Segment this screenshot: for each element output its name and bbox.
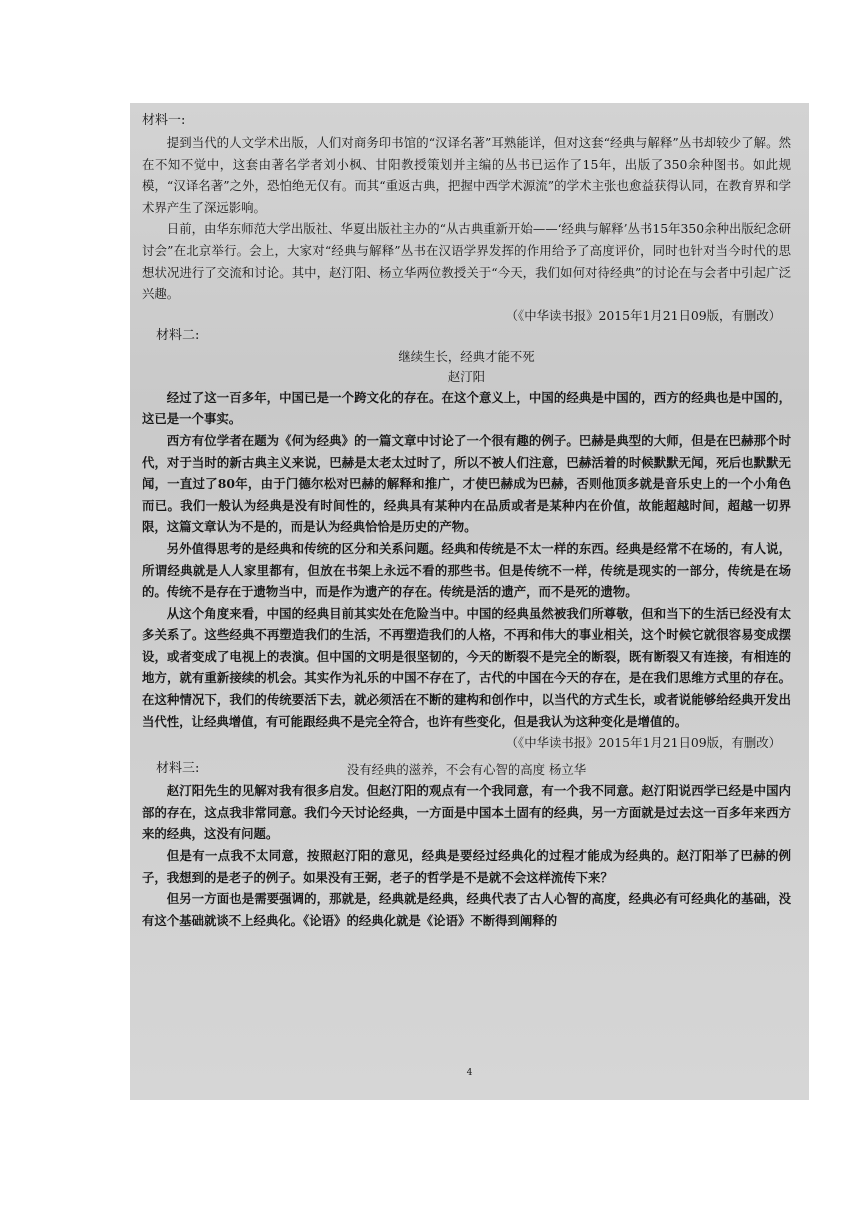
- material-2-source: （《中华读书报》2015年1月21日09版，有删改）: [505, 735, 781, 751]
- material-2-paragraph: 另外值得思考的是经典和传统的区分和关系问题。经典和传统是不太一样的东西。经典是经常不在场的，有人说，所谓经典就是人人家里都有，但放在书架上永远不看的那些书。但是传统不一样，传统是现实的一部分，传统是在场的。传统不是存在于遗物当中，而是作为遗产的存在。传统是活的遗产，而不是死的遗物。: [142, 540, 791, 600]
- material-2-paragraph: 从这个角度来看，中国的经典目前其实处在危险当中。中国的经典虽然被我们所尊敬，但和当下的生活已经没有太多关系了。这些经典不再塑造我们的生活，不再塑造我们的人格，不再和伟大的事业相关，这个时候它就很容易变成摆设，或者变成了电视上的表演。但中国的文明是很坚韧的，今天的断裂不是完全的断裂，既有断裂又有连接，有相连的地方，就有重新接续的机会。其实作为礼乐的中国不存在了，古代的中国在今天的存在，是在我们思维方式里的存在。在这种情况下，我们的传统要活下去，就必须活在不断的建构和创作中，以当代的方式生长，或者说能够给经典开发出当代性，让经典增值，有可能跟经典不是完全符合，也许有些变化，但是我认为这种变化是增值的。: [142, 605, 791, 729]
- material-1-paragraph: 提到当代的人文学术出版，人们对商务印书馆的“汉译名著”耳熟能详，但对这套“经典与解释”丛书却较少了解。然在不知不觉中，这套由著名学者刘小枫、甘阳教授策划并主编的丛书已运作了15年，出版了350余种图书。如此规模，“汉译名著”之外，恐怕绝无仅有。而其“重返古典，把握中西学术源流”的学术主张也愈益获得认同，在教育界和学术界产生了深远影响。: [142, 135, 791, 215]
- material-3-paragraph: 但是有一点我不太同意，按照赵汀阳的意见，经典是要经过经典化的过程才能成为经典的。赵汀阳举了巴赫的例子，我想到的是老子的例子。如果没有王弼，老子的哲学是不是就不会这样流传下来？: [142, 848, 791, 885]
- scanned-page: [130, 103, 809, 1100]
- material-1-source: （《中华读书报》2015年1月21日09版，有删改）: [505, 307, 781, 323]
- material-1-label: 材料一:: [142, 113, 186, 128]
- page-number: 4: [466, 1068, 473, 1078]
- material-1-paragraph: 日前，由华东师范大学出版社、华夏出版社主办的“从古典重新开始——‘经典与解释’丛书15年350余种出版纪念研讨会”在北京举行。会上，大家对“经典与解释”丛书在汉语学界发挥的作用给予了高度评价，同时也针对当今时代的思想状况进行了交流和讨论。其中，赵汀阳、杨立华两位教授关于“今天，我们如何对待经典”的讨论在与会者中引起广泛兴趣。: [142, 221, 791, 302]
- material-3-title: 没有经典的滋养，不会有心智的高度 杨立华: [346, 762, 587, 778]
- material-2-paragraph: 西方有位学者在题为《何为经典》的一篇文章中讨论了一个很有趣的例子。巴赫是典型的大师，但是在巴赫那个时代，对于当时的新古典主义来说，巴赫是太老太过时了，所以不被人们注意，巴赫活着的时候默默无闻，死后也默默无闻，一直过了80年，由于门德尔松对巴赫的解释和推广，才使巴赫成为巴赫，否则他顶多就是音乐史上的一个小角色而已。我们一般认为经典是没有时间性的，经典具有某种内在品质或者是某种内在价值，故能超越时间，超越一切界限，这篇文章认为不是的，而是认为经典恰恰是历史的产物。: [142, 432, 791, 535]
- material-3-label: 材料三:: [156, 761, 200, 777]
- material-2-paragraph: 经过了这一百多年，中国已是一个跨文化的存在。在这个意义上，中国的经典是中国的，西方的经典也是中国的，这已是一个事实。: [142, 389, 791, 427]
- material-2-label: 材料二:: [156, 327, 200, 343]
- material-2-author: 赵汀阳: [447, 368, 486, 384]
- material-2-title: 继续生长，经典才能不死: [398, 348, 535, 364]
- material-3-paragraph: 但另一方面也是需要强调的，那就是，经典就是经典，经典代表了古人心智的高度，经典必有可经典化的基础，没有这个基础就谈不上经典化。《论语》的经典化就是《论语》不断得到阐释的: [142, 891, 791, 928]
- material-3-paragraph: 赵汀阳先生的见解对我有很多启发。但赵汀阳的观点有一个我同意，有一个我不同意。赵汀阳说西学已经是中国内部的存在，这点我非常同意。我们今天讨论经典，一方面是中国本土固有的经典，另一方面就是过去这一百多年来西方来的经典，这没有问题。: [142, 783, 791, 842]
